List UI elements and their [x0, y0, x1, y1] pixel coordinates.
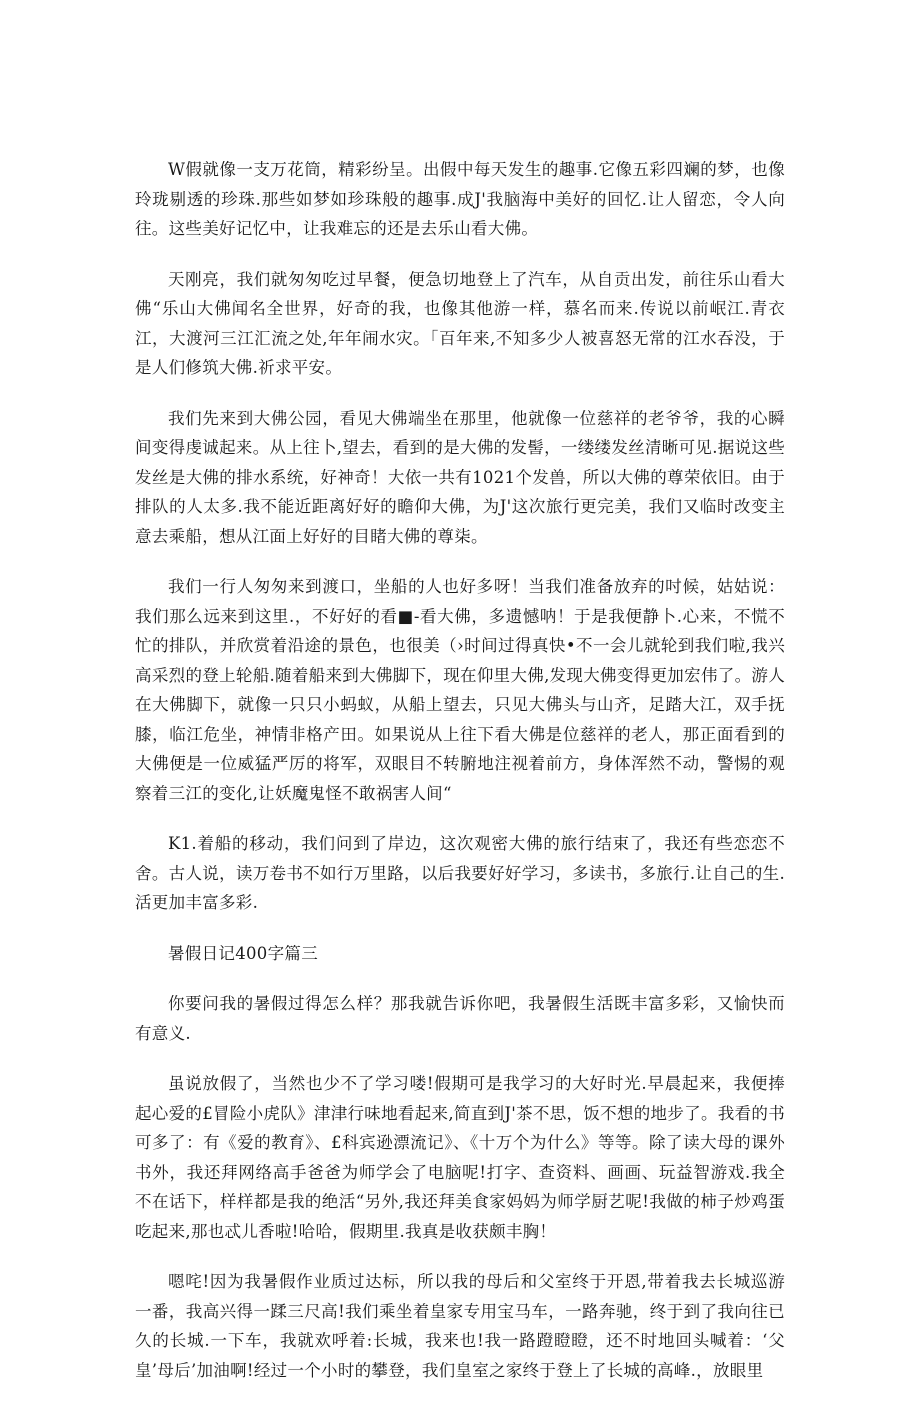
- paragraph-great-wall: 嗯咤!因为我暑假作业质过达标，所以我的母后和父室终于开恩,带着我去长城巡游一番，我高兴得一蹂三尺高!我们乘坐着皇家专用宝马车，一路奔驰，终于到了我向往已久的长城.一下车，我就欢呼着:长城，我来也!我一路蹬瞪瞪，还不时地回头喊着：‘父皇’母后’加油啊!经过一个小时的攀登，我们皇室之家终于登上了长城的高峰.，放眼里: [135, 1272, 785, 1380]
- paragraph-conclusion: K1.着船的移动，我们问到了岸边，这次观密大佛的旅行结束了，我还有些恋恋不舍。古人说，读万卷书不如行万里路，以后我要好好学习，多读书，多旅行.让自己的生.活更加丰富多彩.: [135, 834, 785, 912]
- section-heading: 暑假日记400字篇三: [168, 943, 318, 963]
- paragraph-intro: W假就像一支万花筒，精彩纷呈。出假中每天发生的趣事.它像五彩四斓的梦，也像玲珑剔透的珍珠.那些如梦如珍珠般的趣事.成J'我脑海中美好的回忆.让人留恋，令人向往。这些美好记忆中，让我难忘的还是去乐山看大佛。: [135, 160, 785, 238]
- paragraph-departure: 天刚亮，我们就匆匆吃过早餐，便急切地登上了汽车，从自贡出发，前往乐山看大佛“乐山大佛闻名全世界，好奇的我，也像其他游一样，慕名而来.传说以前岷江.青衣江，大渡河三江汇流之处,年年闹水灾。「百年来,不知多少人被喜怒无常的江水吞没，于是人们修筑大佛.祈求平安。: [135, 269, 785, 377]
- paragraph-summer-study: 虽说放假了，当然也少不了学习喽!假期可是我学习的大好时光.早晨起来，我便捧起心爱的£冒险小虎队》津津行味地看起来,简直到J'茶不思，饭不想的地步了。我看的书可多了：有《爱的教育》、£科宾逊漂流记》、《十万个为什么》等等。除了读大母的课外书外，我还拜网络高手爸爸为师学会了电脑呢!打字、查资料、画画、玩益智游戏.我全不在话下，样样都是我的绝活“另外,我还拜美食家妈妈为师学厨艺呢!我做的柿子炒鸡蛋吃起来,那也忒儿香啦!哈哈，假期里.我真是收获颇丰胸！: [135, 1074, 785, 1241]
- paragraph-buddha-park: 我们先来到大佛公园，看见大佛端坐在那里，他就像一位慈祥的老爷爷，我的心瞬间变得虔诚起来。从上往卜,望去，看到的是大佛的发髻，一缕缕发丝清晰可见.据说这些发丝是大佛的排水系统，好神奇！大依一共有1021个发兽，所以大佛的尊荣依旧。由于排队的人太多.我不能近距离好好的瞻仰大佛，为J'这次旅行更完美，我们又临时改变主意去乘船，想从江面上好好的目睹大佛的尊柒。: [135, 408, 785, 546]
- paragraph-boat-ride: 我们一行人匆匆来到渡口，坐船的人也好多呀！当我们准备放弃的吋候，姑姑说：我们那么远来到这里.，不好好的看■-看大佛，多遗憾呐！于是我便静卜.心来，不慌不忙的排队，并欣赏着沿途的景色，也很美（›时间过得真快•不一会儿就轮到我们啦,我兴高采烈的登上轮船.随着船来到大佛脚下，现在仰里大佛,发现大佛变得更加宏伟了。游人在大佛脚下，就像一只只小蚂蚁，从船上望去，只见大佛头与山齐，足踏大江，双手抚膝，临江危坐，神情非格产田。如果说从上往下看大佛是位慈祥的老人，那正面看到的大佛便是一位威猛严厉的将军，双眼目不转腑地注视着前方，身体浑然不动，警惕的观察着三江的变化,让妖魔鬼怪不敢祸害人间“: [135, 577, 785, 803]
- document-body: [135, 155, 785, 1406]
- paragraph-summer-question: 你要问我的暑假过得怎么样？那我就告诉你吧，我暑假生活既丰富多彩，又愉快而有意义.: [135, 994, 785, 1043]
